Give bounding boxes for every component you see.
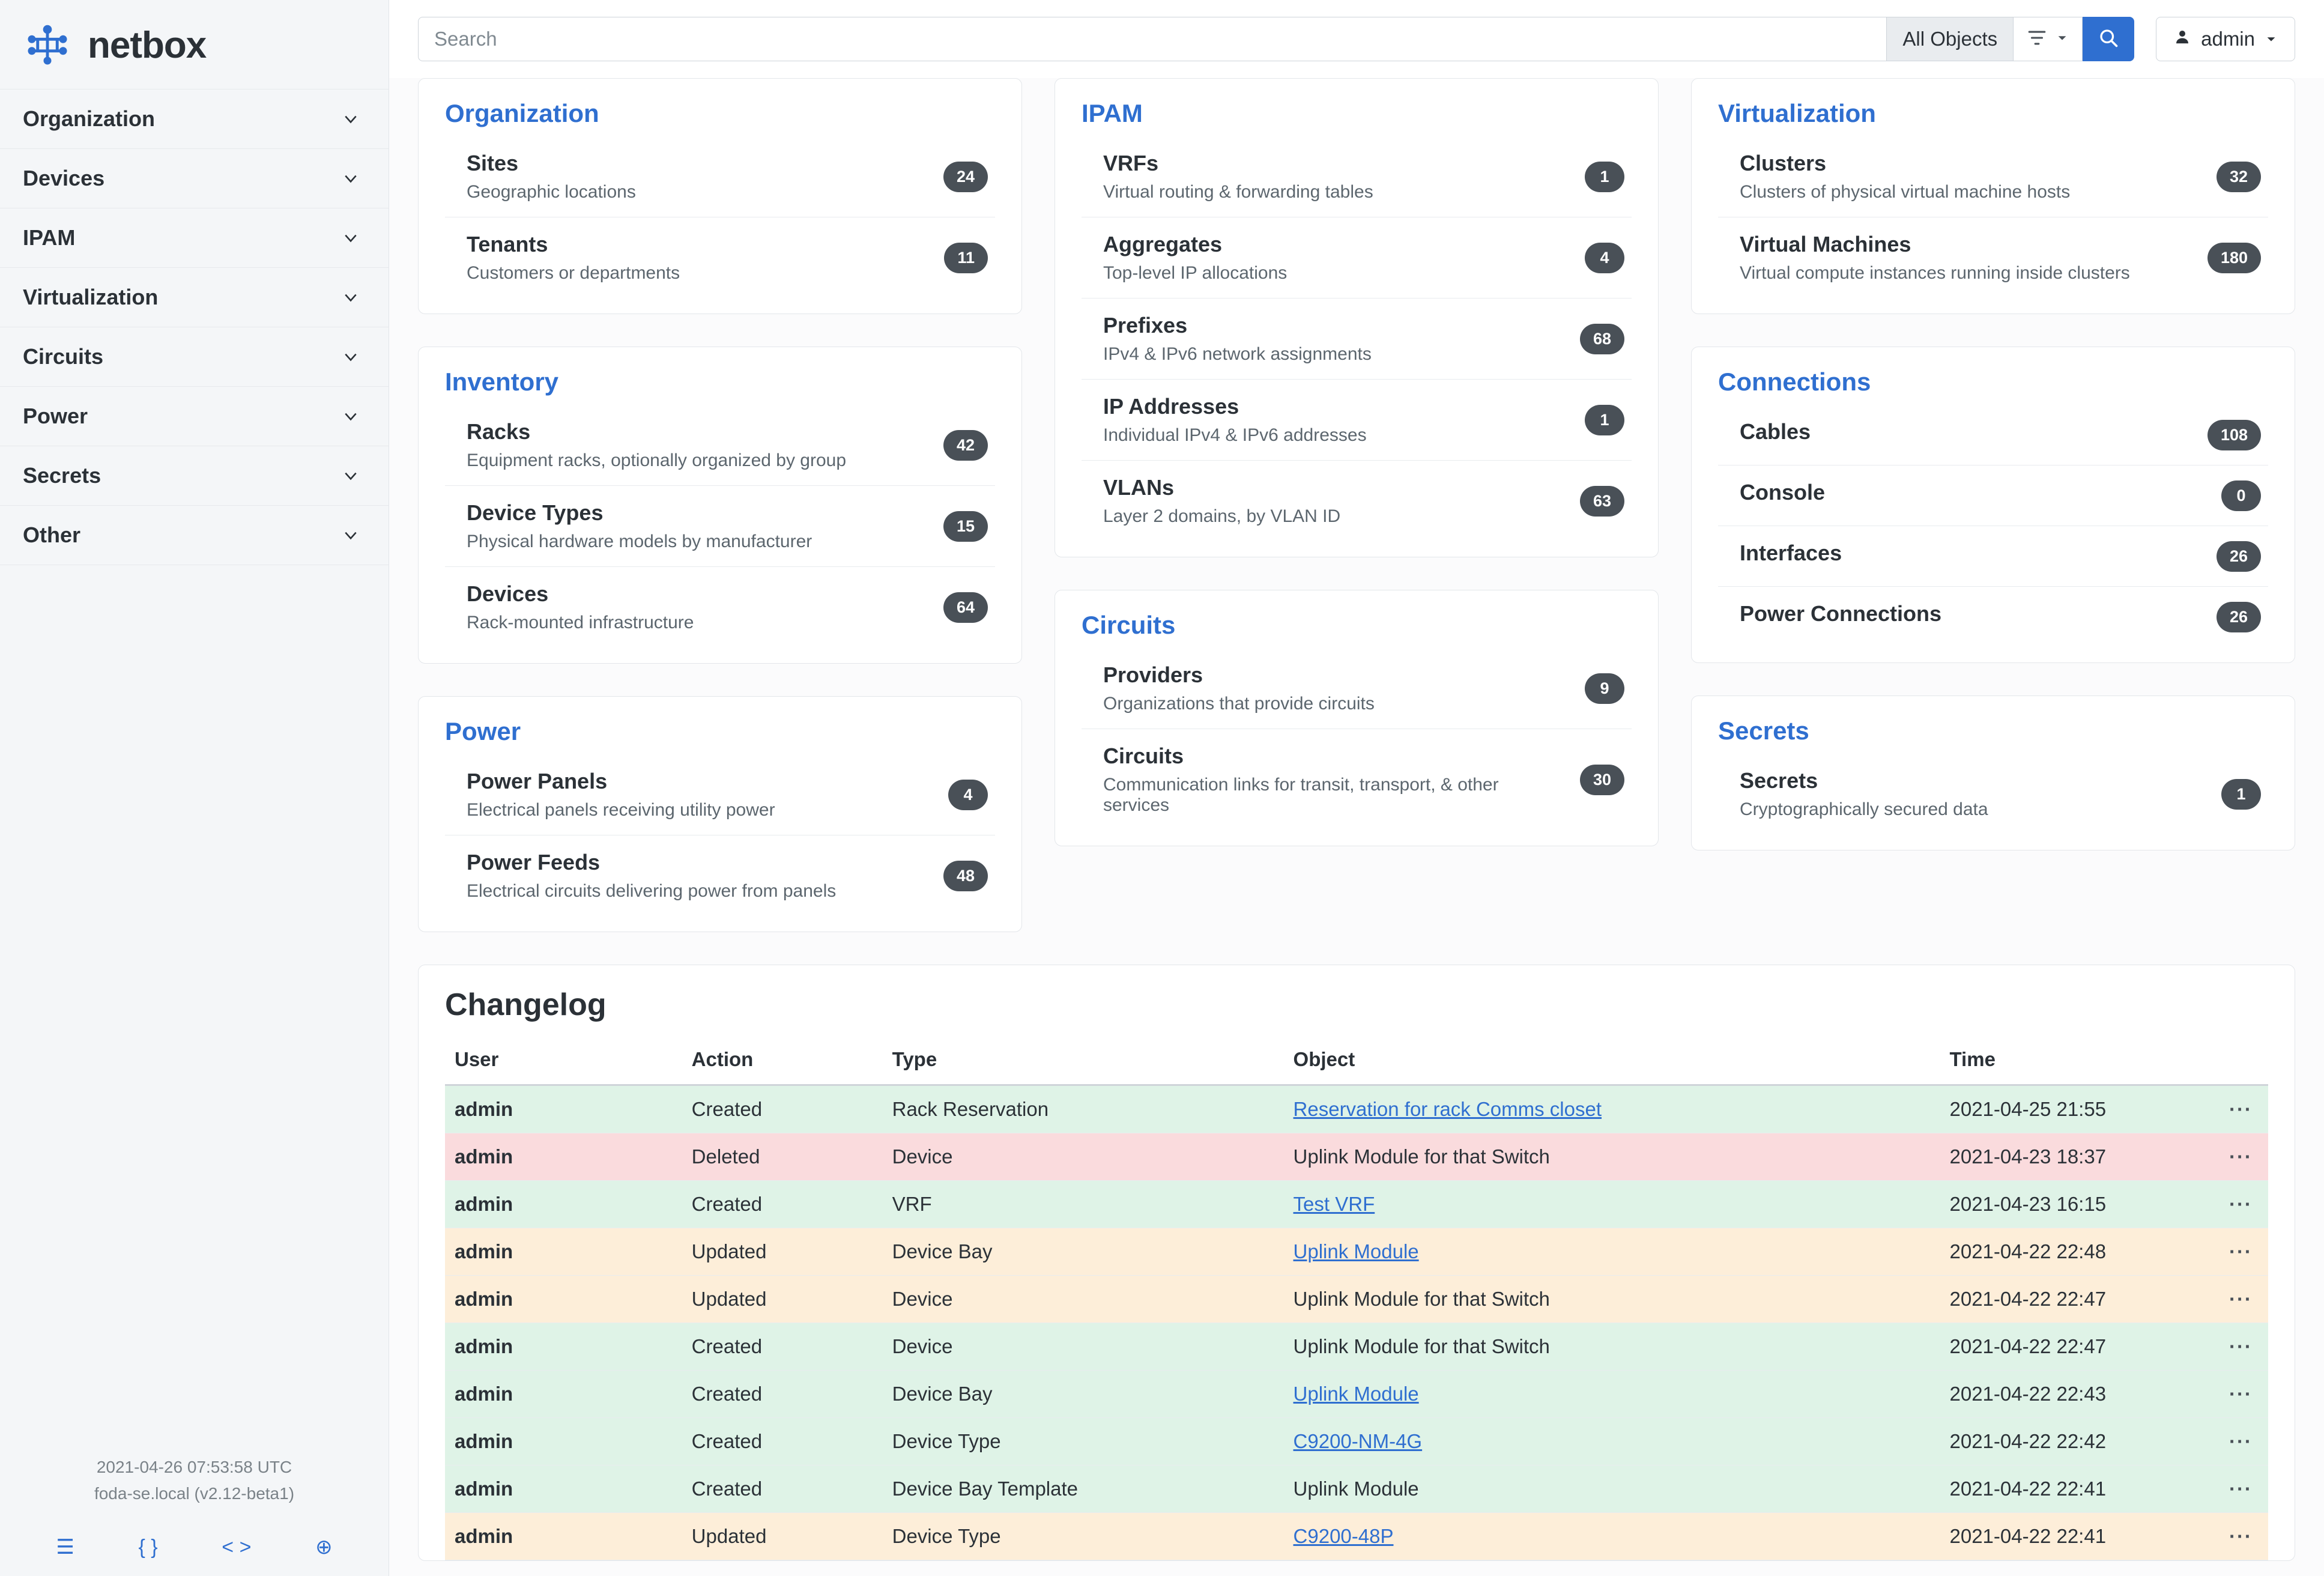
column-header-type: Type — [883, 1038, 1284, 1085]
row-menu-button[interactable]: ··· — [2214, 1228, 2268, 1276]
card-power — [418, 696, 1022, 932]
row-menu-button[interactable]: ··· — [2214, 1371, 2268, 1418]
sidebar — [0, 0, 389, 1576]
row-menu-button[interactable]: ··· — [2214, 1276, 2268, 1323]
card-connections — [1691, 347, 2295, 663]
sidebar-item-label: Power — [23, 404, 88, 428]
cell-user: admin — [445, 1323, 682, 1371]
cell-time: 2021-04-25 21:55 — [1940, 1085, 2214, 1133]
row-subtitle: Clusters of physical virtual machine hosts — [1740, 182, 2071, 202]
card-row-power-panels[interactable] — [445, 754, 995, 835]
row-count-badge: 180 — [2207, 243, 2261, 273]
row-subtitle: Equipment racks, optionally organized by group — [467, 450, 847, 470]
cell-object[interactable] — [1284, 1228, 1940, 1276]
table-row[interactable] — [445, 1133, 2268, 1181]
card-inventory — [418, 347, 1022, 664]
row-subtitle: Physical hardware models by manufacturer — [467, 532, 812, 551]
netbox-logo-icon — [24, 22, 71, 68]
card-row-devices[interactable] — [445, 567, 995, 647]
cell-action: Created — [682, 1371, 883, 1418]
row-subtitle: Customers or departments — [467, 263, 680, 283]
row-menu-button[interactable]: ··· — [2214, 1513, 2268, 1560]
object-link[interactable]: Reservation for rack Comms closet — [1293, 1098, 1602, 1120]
row-menu-button[interactable]: ··· — [2214, 1085, 2268, 1133]
row-count-badge: 4 — [948, 780, 988, 810]
changelog-title: Changelog — [445, 987, 607, 1022]
cell-action: Updated — [682, 1276, 883, 1323]
card-title: Power — [445, 717, 521, 745]
card-virtualization — [1691, 78, 2295, 314]
column-header-object: Object — [1284, 1038, 1940, 1085]
card-circuits — [1055, 590, 1659, 846]
row-count-badge: 4 — [1585, 243, 1624, 273]
caret-down-icon — [2265, 28, 2278, 50]
sidebar-item-virtualization[interactable] — [0, 267, 389, 327]
row-subtitle: Organizations that provide circuits — [1103, 694, 1375, 714]
cell-object: Uplink Module for that Switch — [1284, 1323, 1940, 1371]
row-menu-button[interactable]: ··· — [2214, 1133, 2268, 1181]
search-filter-button[interactable] — [2014, 17, 2083, 61]
row-count-badge: 0 — [2221, 480, 2261, 511]
object-link[interactable]: Uplink Module — [1293, 1240, 1419, 1262]
card-title: Circuits — [1082, 611, 1176, 639]
brand[interactable] — [0, 0, 389, 89]
card-row-cables[interactable] — [1718, 405, 2268, 465]
row-title: Device Types — [467, 500, 604, 525]
cell-action: Created — [682, 1418, 883, 1465]
chevron-down-icon — [343, 171, 359, 186]
card-title: Organization — [445, 99, 599, 127]
search-input[interactable] — [418, 17, 1886, 61]
cell-object[interactable] — [1284, 1085, 1940, 1133]
card-row-power-connections[interactable] — [1718, 587, 2268, 647]
row-subtitle: Virtual compute instances running inside clusters — [1740, 263, 2130, 283]
card-row-virtual-machines[interactable] — [1718, 217, 2268, 298]
cell-user: admin — [445, 1133, 682, 1181]
cell-type: Device — [883, 1276, 1284, 1323]
row-menu-button[interactable]: ··· — [2214, 1465, 2268, 1513]
cell-action: Created — [682, 1181, 883, 1228]
card-row-vrfs[interactable] — [1082, 136, 1632, 217]
cell-user: admin — [445, 1418, 682, 1465]
table-row[interactable] — [445, 1085, 2268, 1133]
user-menu-label: admin — [2201, 28, 2255, 50]
column-header-user: User — [445, 1038, 682, 1085]
card-row-power-feeds[interactable] — [445, 835, 995, 916]
card-row-ip-addresses[interactable] — [1082, 380, 1632, 461]
row-count-badge: 1 — [2221, 779, 2261, 810]
sidebar-nav — [0, 89, 389, 565]
chevron-down-icon — [343, 111, 359, 127]
row-count-badge: 26 — [2217, 602, 2261, 632]
sidebar-item-label: Devices — [23, 166, 105, 190]
sidebar-item-label: Secrets — [23, 463, 101, 488]
row-subtitle: Layer 2 domains, by VLAN ID — [1103, 506, 1341, 526]
cell-type: Device Type — [883, 1418, 1284, 1465]
row-title: Sites — [467, 151, 519, 175]
footer-host: foda-se.local (v2.12-beta1) — [94, 1484, 295, 1503]
docs-icon[interactable]: ☰ — [56, 1536, 74, 1559]
cards-column-1 — [418, 78, 1022, 965]
row-count-badge: 30 — [1580, 765, 1624, 795]
card-title: Secrets — [1718, 717, 1809, 745]
table-header-row — [445, 1038, 2268, 1085]
user-menu-button[interactable] — [2156, 17, 2295, 61]
cell-type: Device — [883, 1323, 1284, 1371]
card-row-providers[interactable] — [1082, 648, 1632, 729]
cell-time: 2021-04-22 22:42 — [1940, 1418, 2214, 1465]
cell-action: Created — [682, 1323, 883, 1371]
cell-object[interactable] — [1284, 1513, 1940, 1560]
cell-user: admin — [445, 1276, 682, 1323]
sidebar-item-circuits[interactable] — [0, 327, 389, 386]
row-count-badge: 63 — [1580, 486, 1624, 517]
table-row[interactable] — [445, 1276, 2268, 1323]
row-title: Console — [1740, 480, 1826, 505]
card-row-clusters[interactable] — [1718, 136, 2268, 217]
card-row-console[interactable] — [1718, 465, 2268, 526]
row-count-badge: 11 — [944, 243, 988, 273]
top-bar — [389, 0, 2324, 78]
table-row[interactable] — [445, 1323, 2268, 1371]
row-subtitle: Electrical panels receiving utility power — [467, 800, 775, 820]
source-code-icon[interactable]: < > — [222, 1536, 252, 1559]
chevron-down-icon — [343, 349, 359, 365]
object-link[interactable]: C9200-NM-4G — [1293, 1430, 1423, 1452]
cell-time: 2021-04-22 22:41 — [1940, 1513, 2214, 1560]
cell-time: 2021-04-22 22:41 — [1940, 1465, 2214, 1513]
cell-user: admin — [445, 1181, 682, 1228]
card-secrets — [1691, 696, 2295, 850]
column-header-action: Action — [682, 1038, 883, 1085]
table-row[interactable] — [445, 1418, 2268, 1465]
row-title: Virtual Machines — [1740, 232, 1911, 256]
filter-icon — [2027, 28, 2047, 51]
row-subtitle: IPv4 & IPv6 network assignments — [1103, 344, 1372, 364]
sidebar-item-organization[interactable] — [0, 89, 389, 148]
row-title: Interfaces — [1740, 541, 1842, 565]
row-title: Circuits — [1103, 744, 1184, 768]
cell-time: 2021-04-23 16:15 — [1940, 1181, 2214, 1228]
search-submit-button[interactable] — [2083, 17, 2134, 61]
table-row[interactable] — [445, 1228, 2268, 1276]
row-title: Power Connections — [1740, 601, 1942, 626]
cell-object[interactable] — [1284, 1418, 1940, 1465]
cell-action: Deleted — [682, 1133, 883, 1181]
cell-type: Device — [883, 1133, 1284, 1181]
changelog-body — [445, 1085, 2268, 1560]
search-bar — [418, 17, 2134, 61]
row-count-badge: 24 — [943, 162, 988, 192]
sidebar-item-label: IPAM — [23, 225, 76, 250]
card-row-secrets[interactable] — [1718, 754, 2268, 834]
card-ipam — [1055, 78, 1659, 557]
card-row-vlans[interactable] — [1082, 461, 1632, 541]
sidebar-item-label: Virtualization — [23, 285, 159, 309]
cards-column-2 — [1055, 78, 1659, 879]
row-subtitle: Cryptographically secured data — [1740, 799, 1988, 819]
cell-type: Rack Reservation — [883, 1085, 1284, 1133]
sidebar-item-power[interactable] — [0, 386, 389, 446]
sidebar-item-label: Organization — [23, 106, 156, 131]
caret-down-icon — [2056, 31, 2069, 47]
changelog-table — [445, 1038, 2268, 1560]
card-row-prefixes[interactable] — [1082, 299, 1632, 380]
row-title: Tenants — [467, 232, 548, 256]
cell-user: admin — [445, 1465, 682, 1513]
chevron-down-icon — [343, 527, 359, 543]
sidebar-footer — [0, 1454, 389, 1506]
table-row[interactable] — [445, 1513, 2268, 1560]
cell-user: admin — [445, 1371, 682, 1418]
row-count-badge: 1 — [1585, 162, 1624, 192]
column-header-actions — [2214, 1038, 2268, 1085]
table-row[interactable] — [445, 1181, 2268, 1228]
chevron-down-icon — [343, 408, 359, 424]
row-title: Cables — [1740, 419, 1811, 444]
cell-type: Device Type — [883, 1513, 1284, 1560]
sidebar-item-label: Other — [23, 523, 81, 547]
row-count-badge: 42 — [943, 430, 988, 461]
cell-object[interactable] — [1284, 1371, 1940, 1418]
cell-time: 2021-04-22 22:47 — [1940, 1323, 2214, 1371]
cell-time: 2021-04-23 18:37 — [1940, 1133, 2214, 1181]
cell-user: admin — [445, 1513, 682, 1560]
row-title: Clusters — [1740, 151, 1827, 175]
row-count-badge: 64 — [943, 592, 988, 623]
cell-time: 2021-04-22 22:48 — [1940, 1228, 2214, 1276]
row-count-badge: 26 — [2217, 541, 2261, 572]
row-subtitle: Electrical circuits delivering power from panels — [467, 881, 837, 901]
card-row-racks[interactable] — [445, 405, 995, 486]
column-header-time: Time — [1940, 1038, 2214, 1085]
card-title: Virtualization — [1718, 99, 1876, 127]
row-subtitle: Communication links for transit, transport, & other services — [1103, 775, 1499, 815]
card-row-circuits[interactable] — [1082, 729, 1632, 830]
brand-name: netbox — [88, 24, 207, 66]
row-title: Devices — [467, 581, 549, 606]
cell-action: Created — [682, 1465, 883, 1513]
sidebar-item-devices[interactable] — [0, 148, 389, 208]
row-count-badge: 9 — [1585, 673, 1624, 704]
row-title: Providers — [1103, 662, 1203, 687]
cell-user: admin — [445, 1085, 682, 1133]
row-title: IP Addresses — [1103, 394, 1239, 419]
row-subtitle: Top-level IP allocations — [1103, 263, 1288, 283]
object-link[interactable]: Test VRF — [1293, 1193, 1375, 1215]
card-title: Connections — [1718, 368, 1871, 396]
object-link[interactable]: C9200-48P — [1293, 1525, 1394, 1547]
cell-object[interactable] — [1284, 1181, 1940, 1228]
chevron-down-icon — [343, 468, 359, 483]
sidebar-item-ipam[interactable] — [0, 208, 389, 267]
row-subtitle: Virtual routing & forwarding tables — [1103, 182, 1373, 202]
changelog-panel — [418, 965, 2295, 1561]
row-subtitle: Geographic locations — [467, 182, 636, 202]
cell-type: Device Bay Template — [883, 1465, 1284, 1513]
cell-time: 2021-04-22 22:43 — [1940, 1371, 2214, 1418]
search-scope-button[interactable]: All Objects — [1886, 17, 2014, 61]
cell-action: Updated — [682, 1228, 883, 1276]
card-row-sites[interactable] — [445, 136, 995, 217]
row-title: VLANs — [1103, 475, 1175, 500]
object-link[interactable]: Uplink Module — [1293, 1383, 1419, 1405]
card-row-interfaces[interactable] — [1718, 526, 2268, 587]
dashboard — [389, 78, 2324, 1576]
cell-type: Device Bay — [883, 1371, 1284, 1418]
globe-icon[interactable]: ⊕ — [315, 1536, 333, 1559]
table-row[interactable] — [445, 1465, 2268, 1513]
cell-user: admin — [445, 1228, 682, 1276]
row-count-badge: 48 — [943, 861, 988, 891]
cell-object: Uplink Module — [1284, 1465, 1940, 1513]
chevron-down-icon — [343, 289, 359, 305]
card-title: Inventory — [445, 368, 559, 396]
card-title: IPAM — [1082, 99, 1143, 127]
row-title: Racks — [467, 419, 531, 444]
row-count-badge: 1 — [1585, 405, 1624, 435]
sidebar-item-label: Circuits — [23, 344, 104, 369]
sidebar-item-other[interactable] — [0, 505, 389, 565]
search-icon — [2098, 27, 2119, 52]
row-count-badge: 15 — [943, 511, 988, 542]
cell-time: 2021-04-22 22:47 — [1940, 1276, 2214, 1323]
row-title: VRFs — [1103, 151, 1159, 175]
row-subtitle: Rack-mounted infrastructure — [467, 613, 694, 632]
row-count-badge: 68 — [1580, 324, 1624, 354]
table-row[interactable] — [445, 1371, 2268, 1418]
card-row-aggregates[interactable] — [1082, 217, 1632, 299]
cell-type: VRF — [883, 1181, 1284, 1228]
cell-action: Updated — [682, 1513, 883, 1560]
row-menu-button[interactable]: ··· — [2214, 1181, 2268, 1228]
card-row-tenants[interactable] — [445, 217, 995, 298]
sidebar-footer-icons — [0, 1518, 389, 1576]
footer-timestamp: 2021-04-26 07:53:58 UTC — [96, 1458, 292, 1477]
user-icon — [2173, 28, 2191, 50]
row-menu-button[interactable]: ··· — [2214, 1418, 2268, 1465]
row-title: Power Feeds — [467, 850, 601, 874]
row-menu-button[interactable]: ··· — [2214, 1323, 2268, 1371]
cell-type: Device Bay — [883, 1228, 1284, 1276]
card-row-device-types[interactable] — [445, 486, 995, 567]
row-title: Aggregates — [1103, 232, 1223, 256]
sidebar-item-secrets[interactable] — [0, 446, 389, 505]
row-subtitle: Individual IPv4 & IPv6 addresses — [1103, 425, 1367, 445]
cards-grid — [418, 78, 2295, 965]
cards-column-3 — [1691, 78, 2295, 883]
row-title: Prefixes — [1103, 313, 1188, 338]
main-content — [389, 0, 2324, 1576]
chevron-down-icon — [343, 230, 359, 246]
card-organization — [418, 78, 1022, 314]
api-icon[interactable]: { } — [138, 1536, 158, 1559]
cell-object: Uplink Module for that Switch — [1284, 1276, 1940, 1323]
row-count-badge: 108 — [2207, 420, 2261, 450]
row-title: Secrets — [1740, 768, 1818, 793]
row-count-badge: 32 — [2217, 162, 2261, 192]
cell-action: Created — [682, 1085, 883, 1133]
row-title: Power Panels — [467, 769, 608, 793]
cell-object: Uplink Module for that Switch — [1284, 1133, 1940, 1181]
